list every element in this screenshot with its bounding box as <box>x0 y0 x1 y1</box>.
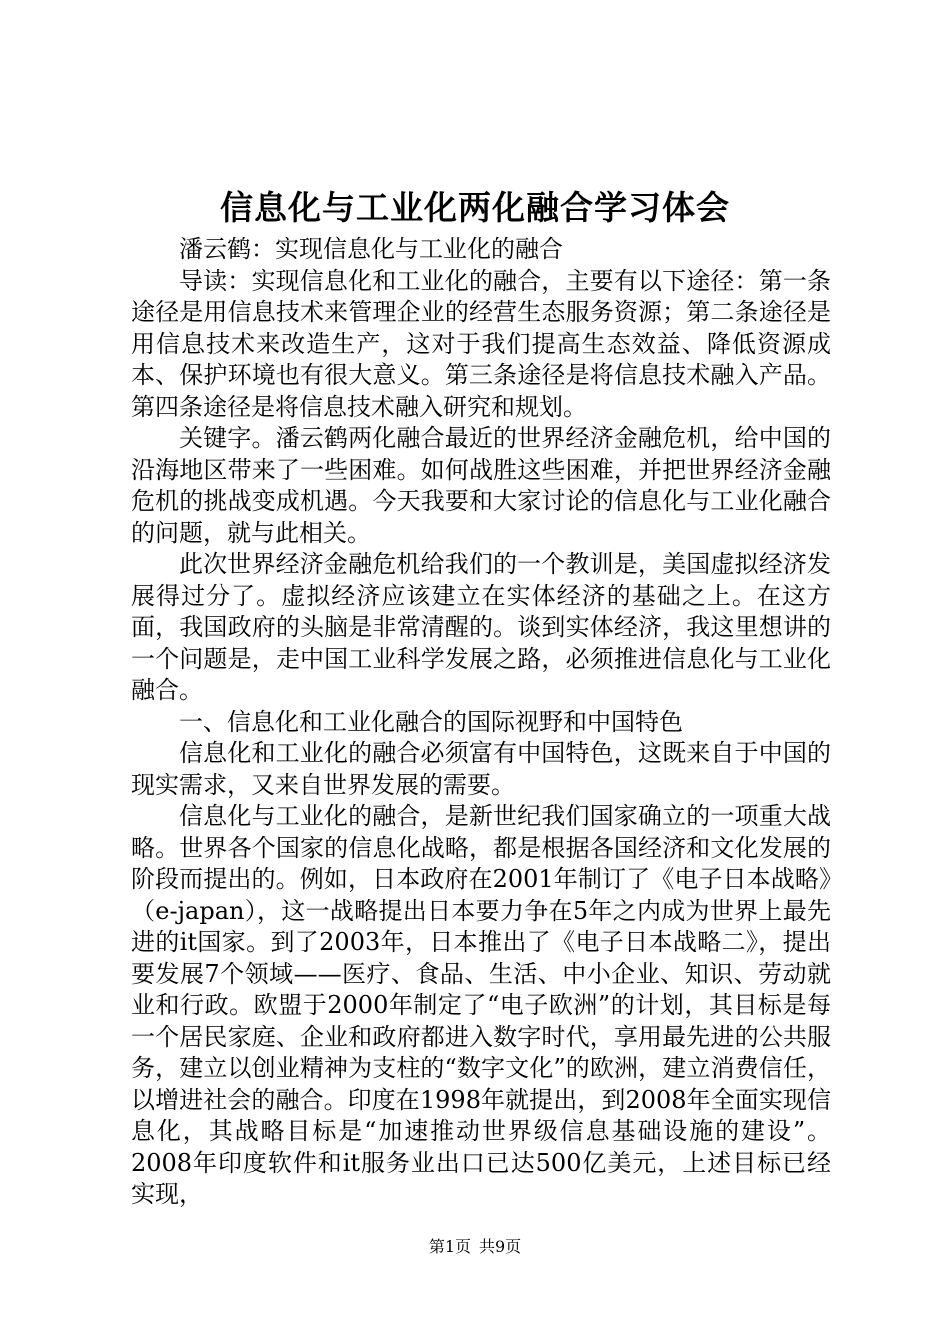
document-title: 信息化与工业化两化融合学习体会 <box>220 188 730 227</box>
paragraph-national-strategies: 信息化与工业化的融合，是新世纪我们国家确立的一项重大战略。世界各个国家的信息化战略，都是根据各国经济和文化发展的阶段而提出的。例如，日本政府在2001年制订了《电子日本战略》（e-japan），这一战略提出日本要力争在5年之内成为世界上最先进的it国家。到了2003年，日本推出了《电子日本战略二》，提出要发展7个领域——医疗、食品、生活、中小企业、知识、劳动就业和行政。欧盟于2000年制定了“电子欧洲”的计划，其目标是每一个居民家庭、企业和政府都进入数字时代，享用最先进的公共服务，建立以创业精神为支柱的“数字文化”的欧洲，建立消费信任，以增进社会的融合。印度在1998年就提出，到2008年全面实现信息化，其战略目标是“加速推动世界级信息基础设施的建设”。2008年印度软件和it服务业出口已达500亿美元，上述目标已经实现， <box>131 802 831 1208</box>
paragraph-keywords: 关键字。潘云鹤两化融合最近的世界经济金融危机，给中国的沿海地区带来了一些困难。如何战胜这些困难，并把世界经济金融危机的挑战变成机遇。今天我要和大家讨论的信息化与工业化融合的问题，就与此相关。 <box>131 424 831 547</box>
page-total: 共9页 <box>479 1237 522 1256</box>
page-footer <box>0 1236 950 1258</box>
paragraph-author-line: 潘云鹤：实现信息化与工业化的融合 <box>179 235 563 263</box>
paragraph-guide: 导读：实现信息化和工业化的融合，主要有以下途径：第一条途径是用信息技术来管理企业的经营生态服务资源；第二条途径是用信息技术来改造生产，这对于我们提高生态效益、降低资源成本、保护环境也有很大意义。第三条途径是将信息技术融入产品。第四条途径是将信息技术融入研究和规划。 <box>131 266 831 421</box>
page-number: 第1页 <box>428 1237 471 1256</box>
paragraph-chinese-characteristics: 信息化和工业化的融合必须富有中国特色，这既来自于中国的现实需求，又来自世界发展的需要。 <box>131 739 831 799</box>
paragraph-crisis-lesson: 此次世界经济金融危机给我们的一个教训是，美国虚拟经济发展得过分了。虚拟经济应该建立在实体经济的基础之上。在这方面，我国政府的头脑是非常清醒的。谈到实体经济，我这里想讲的一个问题是，走中国工业科学发展之路，必须推进信息化与工业化融合。 <box>131 550 831 704</box>
document-body <box>131 234 831 1211</box>
section-heading-1: 一、信息化和工业化融合的国际视野和中国特色 <box>179 707 683 736</box>
